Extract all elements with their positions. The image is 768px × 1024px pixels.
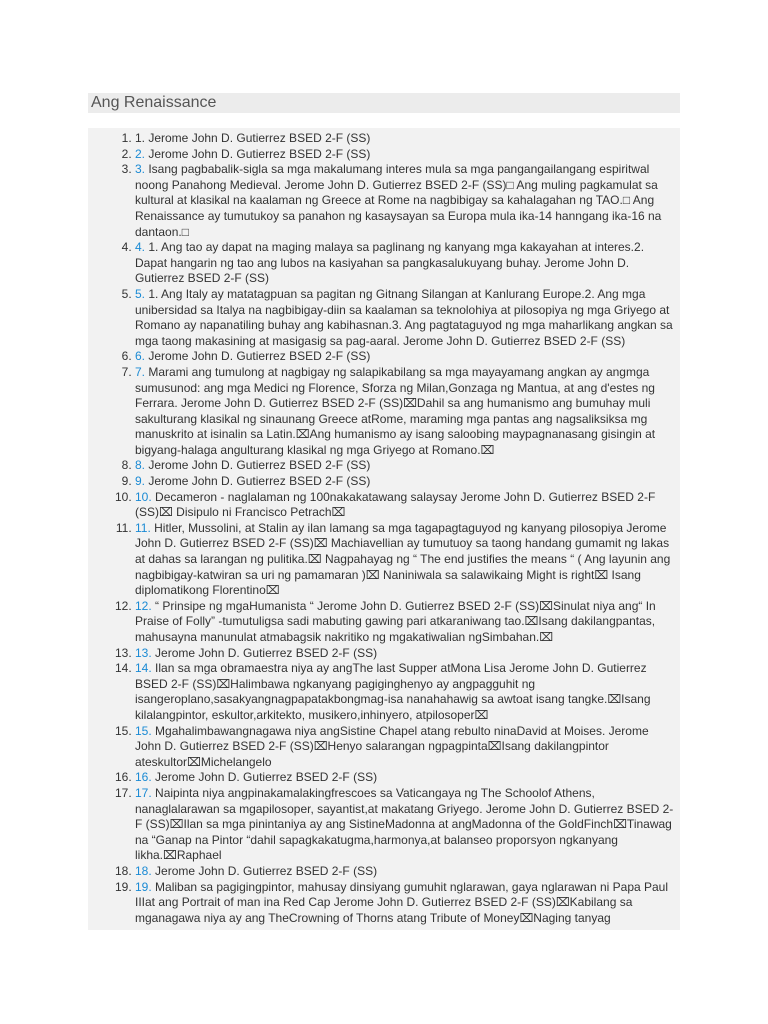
slide-item bbox=[135, 490, 674, 521]
slide-text: 1. Jerome John D. Gutierrez BSED 2-F (SS) bbox=[135, 131, 371, 145]
slide-text: Jerome John D. Gutierrez BSED 2-F (SS) bbox=[145, 146, 371, 161]
slide-number-link[interactable]: 6. bbox=[135, 349, 146, 364]
slide-number-link[interactable]: 9. bbox=[135, 474, 146, 489]
slide-text: 1. Ang tao ay dapat na maging malaya sa paglinang ng kanyang mga kakayahan at interes.2. Dapat hangarin ng tao ang lubos na kasiyahan sa pangkasalukuyang buhay. Jerome John D. Gutierrez BSED 2-F (SS) bbox=[135, 240, 645, 286]
slide-item bbox=[135, 521, 674, 599]
slide-number-link[interactable]: 4. bbox=[135, 240, 146, 255]
slide-item bbox=[135, 880, 674, 927]
title-bar bbox=[88, 93, 680, 113]
slide-text: Mgahalimbawangnagawa niya angSistine Chapel atang rebulto ninaDavid at Moises. Jerome John D. Gutierrez BSED 2-F (SS)⌧Henyo salarangan ngpagpinta⌧Isang dakilangpintor ateskultor⌧Michelangelo bbox=[135, 723, 649, 769]
slide-item bbox=[135, 864, 674, 880]
slide-item bbox=[135, 287, 674, 349]
slide-item bbox=[135, 162, 674, 240]
slide-item bbox=[135, 599, 674, 646]
slide-text: Jerome John D. Gutierrez BSED 2-F (SS) bbox=[151, 863, 378, 878]
slide-item bbox=[135, 770, 674, 786]
slide-number-link[interactable]: 2. bbox=[135, 146, 146, 161]
slide-number-link[interactable]: 14. bbox=[135, 661, 152, 676]
slide-list bbox=[88, 128, 680, 926]
slide-number-link[interactable]: 16. bbox=[135, 770, 152, 785]
slide-number-link[interactable]: 10. bbox=[135, 489, 152, 504]
slide-number-link[interactable]: 15. bbox=[135, 723, 152, 738]
slide-text: Decameron - naglalaman ng 100nakakatawang salaysay Jerome John D. Gutierrez BSED 2-F (SS)⌧ Disipulo ni Francisco Petrach⌧ bbox=[135, 489, 656, 520]
slide-text: Maliban sa pagigingpintor, mahusay dinsiyang gumuhit nglarawan, gaya nglarawan ni Papa Paul IIIat ang Portrait of man ina Red Cap Jerome John D. Gutierrez BSED 2-F (SS)⌧Kabilang sa mganagawa niya ay ang TheCrowning of Thorns atang Tribute of Money⌧Naging tanyag bbox=[135, 879, 669, 925]
slide-number-link[interactable]: 19. bbox=[135, 879, 152, 894]
slide-text: Ilan sa mga obramaestra niya ay angThe last Supper atMona Lisa Jerome John D. Gutierrez BSED 2-F (SS)⌧Halimbawa ngkanyang pagiginghenyo ay angpagguhit ng isangeroplano,sasakyangnagpapatakbongmag-isa nanahahawig sa awtoat isang tangke.⌧Isang kilalangpintor, eskultor,arkitekto, musikero,inhinyero, atpilosoper⌧ bbox=[135, 661, 651, 722]
slide-item bbox=[135, 724, 674, 771]
slide-item bbox=[135, 661, 674, 723]
slide-number-link[interactable]: 12. bbox=[135, 598, 152, 613]
slide-item bbox=[135, 240, 674, 287]
slide-number-link[interactable]: 8. bbox=[135, 458, 146, 473]
slide-item bbox=[135, 458, 674, 474]
page-title: Ang Renaissance bbox=[91, 94, 217, 111]
slide-number-link[interactable]: 3. bbox=[135, 162, 146, 177]
slide-text: Jerome John D. Gutierrez BSED 2-F (SS) bbox=[145, 474, 371, 489]
slide-number-link[interactable]: 17. bbox=[135, 785, 152, 800]
slide-item bbox=[135, 131, 674, 147]
slide-item bbox=[135, 474, 674, 490]
slide-item bbox=[135, 786, 674, 864]
slide-item bbox=[135, 365, 674, 459]
slide-text: Hitler, Mussolini, at Stalin ay ilan lamang sa mga tagapagtaguyod ng kanyang pilosopiya Jerome John D. Gutierrez BSED 2-F (SS)⌧ Machiavellian ay tumutuoy sa taong handang gumamit ng lakas at dahas sa larangan ng pulitika.⌧ Nagpahayag ng “ The end justifies the means “ ( Ang layunin ang nagbibigay-katwiran sa uri ng pamamaran )⌧ Naniniwala sa salawikaing Might is right⌧ Isang diplomatikong Florentino⌧ bbox=[135, 520, 671, 598]
slide-text: Jerome John D. Gutierrez BSED 2-F (SS) bbox=[151, 770, 378, 785]
slide-text: Naipinta niya angpinakamalakingfrescoes sa Vaticangaya ng The Schoolof Athens, nanaglalarawan sa mgapilosoper, sayantist,at makatang Griyego. Jerome John D. Gutierrez BSED 2-F (SS)⌧Ilan sa mga pinintaniya ay ang SistineMadonna at angMadonna of the GoldFinch⌧Tinawag na “Ganap na Pintor “dahil sapagkakatugma,harmonya,at balanseo proporsyon ngkanyang likha.⌧Raphael bbox=[135, 785, 674, 863]
slide-item bbox=[135, 349, 674, 365]
slide-number-link[interactable]: 11. bbox=[135, 520, 151, 535]
slide-transcript bbox=[88, 128, 680, 930]
slide-text: Jerome John D. Gutierrez BSED 2-F (SS) bbox=[145, 458, 371, 473]
slide-text: Jerome John D. Gutierrez BSED 2-F (SS) bbox=[151, 645, 378, 660]
slide-item bbox=[135, 646, 674, 662]
slide-text: 1. Ang Italy ay matatagpuan sa pagitan ng Gitnang Silangan at Kanlurang Europe.2. Ang mga unibersidad sa Italya na nagbibigay-diin sa kaalaman sa teknolohiya at pilosopiya ng mga Griyego at Romano ay napanatiling buhay ang kabihasnan.3. Ang pagtataguyod ng mga maharlikang angkan sa mga taong makasining at masigasig sa pag-aaral. Jerome John D. Gutierrez BSED 2-F (SS) bbox=[135, 286, 673, 348]
slide-number-link[interactable]: 18. bbox=[135, 863, 152, 878]
slide-number-link[interactable]: 5. bbox=[135, 286, 146, 301]
slide-text: Marami ang tumulong at nagbigay ng salapikabilang sa mga mayayamang angkan ay angmga sumusunod: ang mga Medici ng Florence, Sforza ng Milan,Gonzaga ng Mantua, at ang d'estes ng Ferrara. Jerome John D. Gutierrez BSED 2-F (SS)⌧Dahil sa ang humanismo ang bumuhay muli sakulturang klasikal ng sinaunang Greece atRome, maraming mga pantas ang nagsaliksiksa mg manuskrito at isinalin sa Latin.⌧Ang humanismo ay isang saloobing maypagnanasang gisingin at bigyang-halaga angulturang klasikal ng mga Griyego at Romano.⌧ bbox=[135, 364, 656, 457]
slide-text: Jerome John D. Gutierrez BSED 2-F (SS) bbox=[145, 349, 371, 364]
slide-number-link[interactable]: 13. bbox=[135, 645, 152, 660]
slide-text: “ Prinsipe ng mgaHumanista “ Jerome John D. Gutierrez BSED 2-F (SS)⌧Sinulat niya ang“ In Praise of Folly” -tumutuligsa sadi mabuting gawing pari atkaraniwang tao.⌧Isang dakilangpantas, mahusayna manunulat atmabagsik nakritiko ng mgakatiwalian ngSimbahan.⌧ bbox=[135, 598, 656, 644]
slide-number-link[interactable]: 7. bbox=[135, 364, 146, 379]
slide-text: Isang pagbabalik-sigla sa mga makalumang interes mula sa mga pangangailangang espiritwal noong Panahong Medieval. Jerome John D. Gutierrez BSED 2-F (SS)□ Ang muling pagkamulat sa kultural at klasikal na kaalaman ng Greece at Rome na nagbibigay sa kahalagahan ng TAO.□ Ang Renaissance ay tumutukoy sa panahon ng kasaysayan sa Europa mula ika-14 hanngang ika-16 na dantaon.□ bbox=[135, 162, 662, 239]
slide-item bbox=[135, 147, 674, 163]
